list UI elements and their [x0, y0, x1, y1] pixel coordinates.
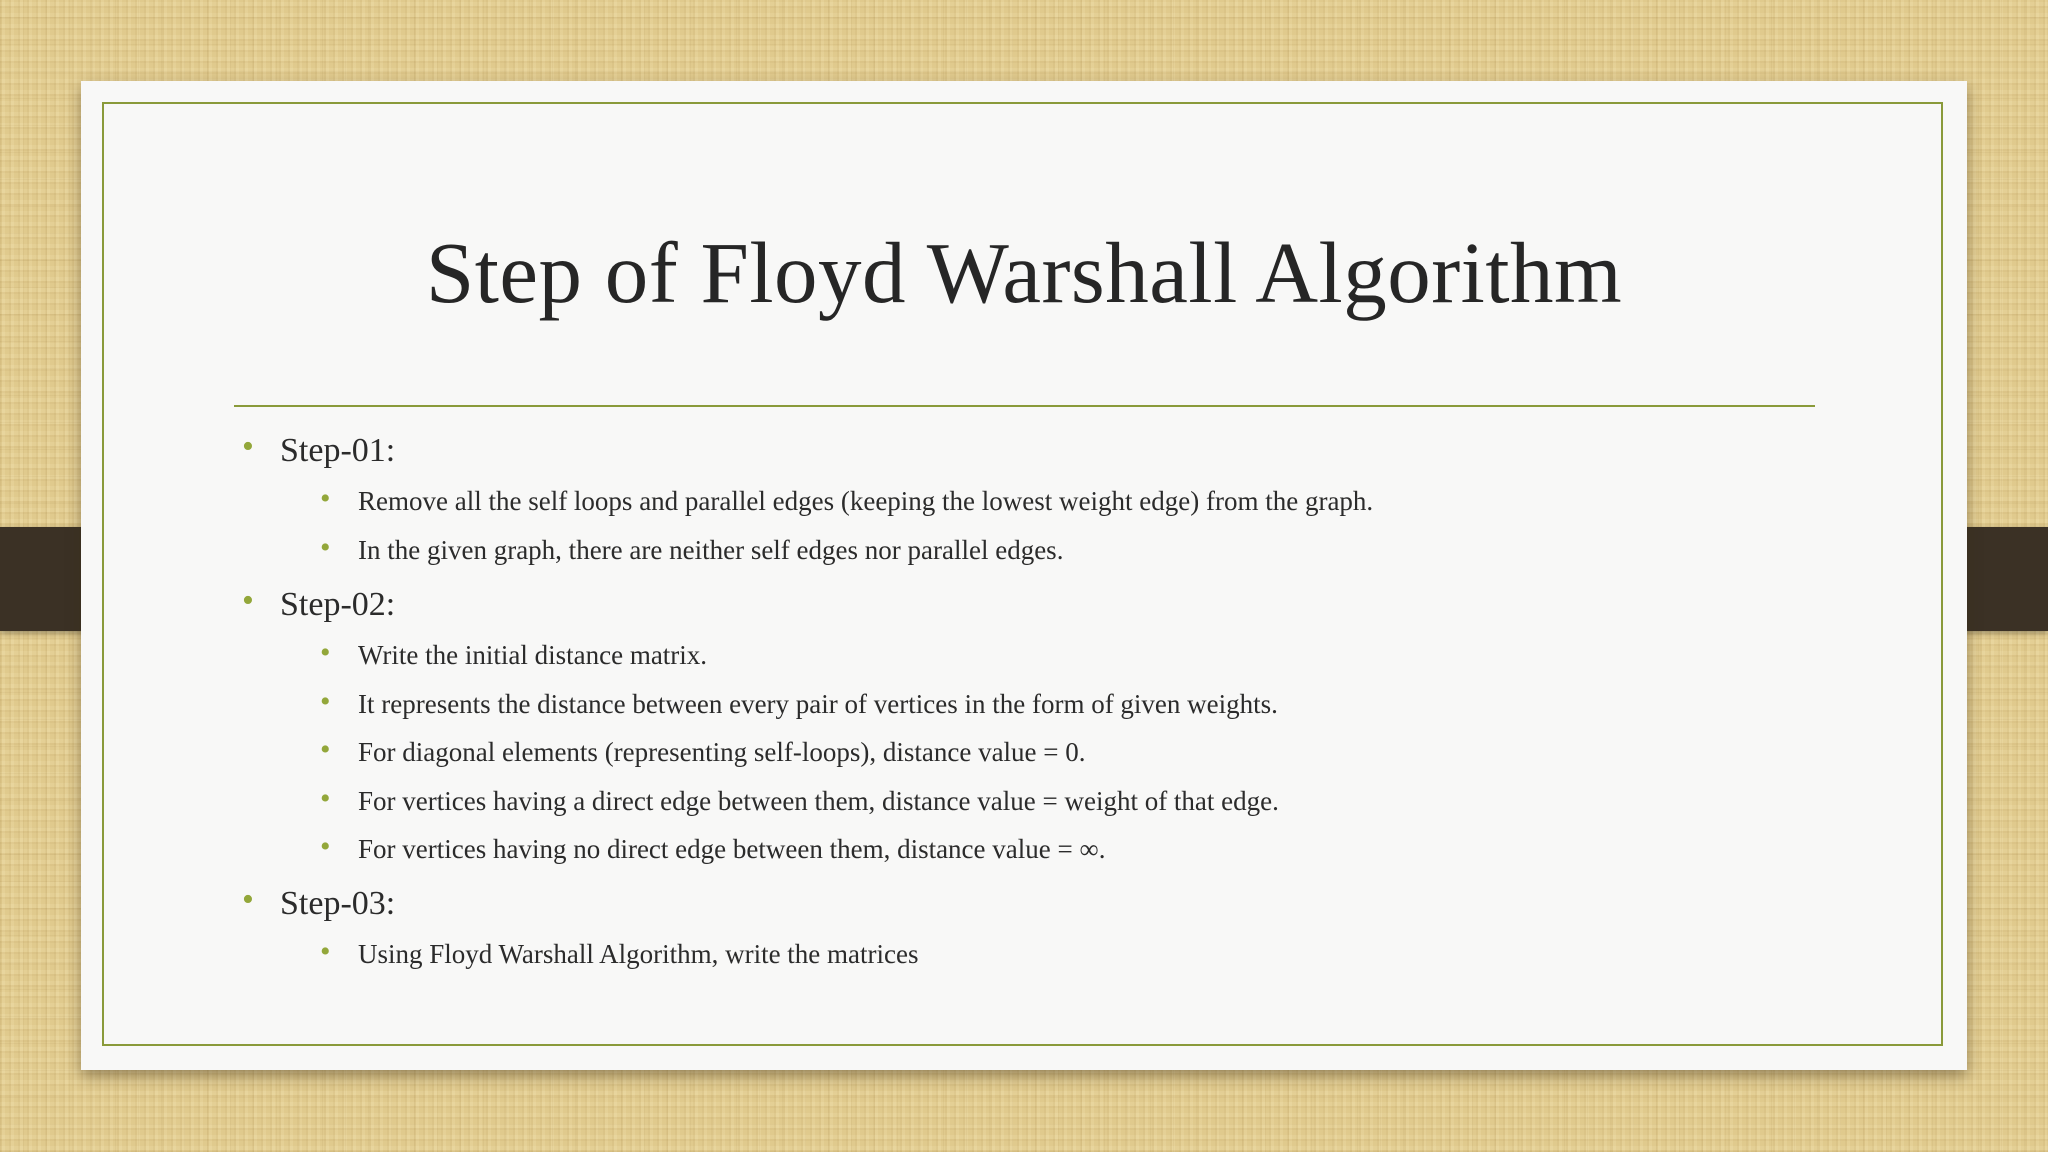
step-label: Step-01:: [280, 432, 396, 469]
bullet-icon: •: [320, 482, 331, 515]
list-item: [320, 782, 1279, 817]
title-divider: [234, 405, 1815, 407]
bullet-icon: •: [320, 935, 331, 968]
slide-title: Step of Floyd Warshall Algorithm: [425, 224, 1623, 321]
list-item-text: Remove all the self loops and parallel edges (keeping the lowest weight edge) from the graph.: [358, 486, 1374, 516]
list-item: [320, 531, 1064, 566]
step-label: Step-02:: [280, 586, 396, 623]
list-item-text: For vertices having no direct edge between them, distance value = ∞.: [358, 834, 1106, 864]
list-item: [320, 685, 1278, 720]
list-item: [320, 733, 1086, 768]
list-item: [320, 482, 1374, 517]
bullet-icon: •: [320, 636, 331, 669]
list-item: [320, 636, 708, 671]
step-label: Step-03:: [280, 885, 396, 922]
bullet-icon: •: [320, 685, 331, 718]
list-item-text: For diagonal elements (representing self-loops), distance value = 0.: [358, 737, 1086, 767]
bullet-icon: •: [320, 733, 331, 766]
bullet-icon: •: [242, 582, 254, 619]
bullet-icon: •: [320, 531, 331, 564]
bullet-icon: •: [242, 428, 254, 465]
list-item-text: Write the initial distance matrix.: [358, 640, 708, 670]
list-item: [320, 830, 1106, 865]
slide-card: [81, 81, 1967, 1070]
step-02-heading: [242, 582, 396, 624]
list-item-text: It represents the distance between every pair of vertices in the form of given weights.: [358, 689, 1278, 719]
step-03-heading: [242, 881, 396, 923]
list-item-text: For vertices having a direct edge between them, distance value = weight of that edge.: [358, 786, 1279, 816]
list-item-text: In the given graph, there are neither self edges nor parallel edges.: [358, 535, 1064, 565]
list-item-text: Using Floyd Warshall Algorithm, write the matrices: [358, 939, 919, 969]
list-item: [320, 935, 919, 970]
bullet-icon: •: [320, 830, 331, 863]
step-01-heading: [242, 428, 396, 470]
bullet-icon: •: [320, 782, 331, 815]
bullet-icon: •: [242, 881, 254, 918]
